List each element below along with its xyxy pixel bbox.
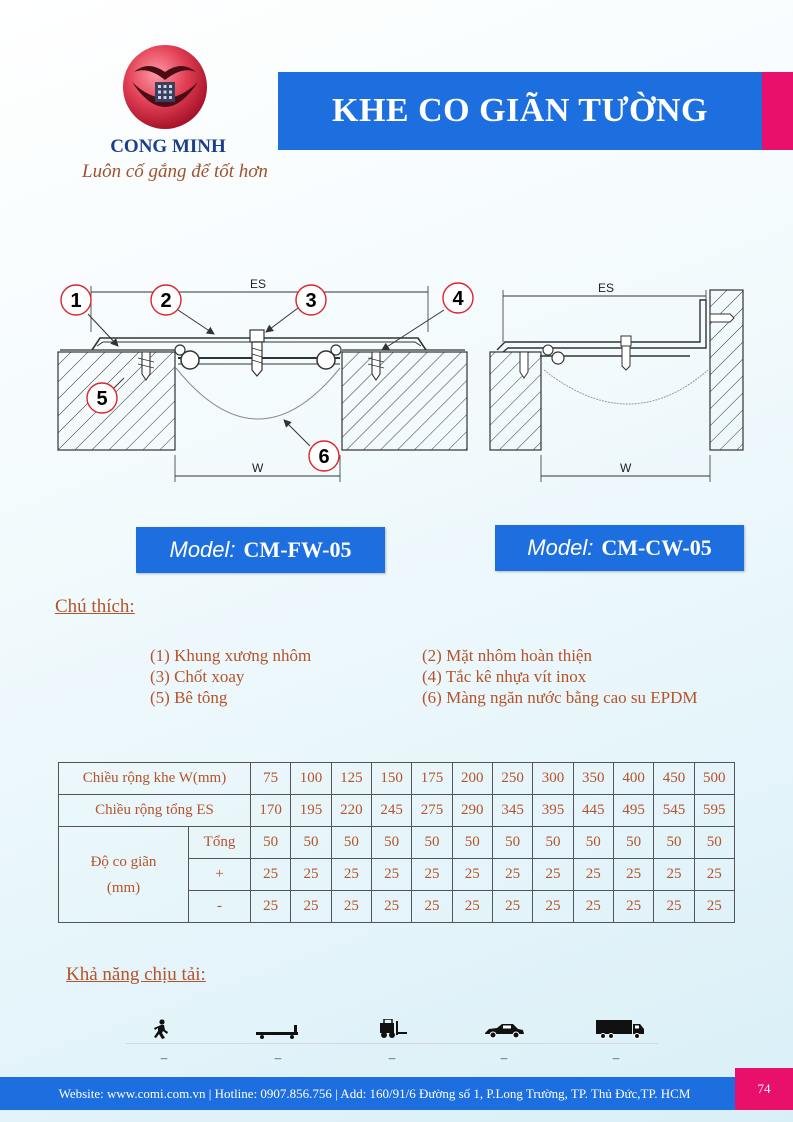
table-cell: 50 bbox=[492, 827, 532, 859]
es-label-left: ES bbox=[250, 277, 267, 291]
brand-slogan: Luôn cố gắng để tốt hơn bbox=[82, 161, 268, 182]
sub-header: - bbox=[189, 891, 251, 923]
legend-item: (3) Chốt xoay bbox=[150, 667, 245, 686]
model-cw-box bbox=[495, 525, 744, 571]
table-cell: 25 bbox=[654, 891, 694, 923]
page-title: KHE CO GIÃN TƯỜNG bbox=[332, 92, 708, 129]
callout-5 bbox=[87, 383, 117, 413]
w-label-right: W bbox=[620, 461, 632, 475]
table-cell: 125 bbox=[331, 763, 371, 795]
svg-text:4: 4 bbox=[452, 288, 464, 310]
table-cell: 275 bbox=[412, 795, 452, 827]
table-cell: 25 bbox=[694, 859, 734, 891]
table-cell: 100 bbox=[291, 763, 331, 795]
svg-text:3: 3 bbox=[305, 290, 317, 312]
movement-label: Độ co giãn bbox=[90, 853, 157, 870]
footer-contact: Website: www.comi.com.vn | Hotline: 0907.856.756 | Add: 160/91/6 Đường số 1, P.Long Trường, TP. Thủ Đức,TP. HCM bbox=[0, 1077, 735, 1110]
table-cell: 25 bbox=[251, 891, 291, 923]
legend-item: (5) Bê tông bbox=[150, 688, 228, 707]
truck-icon bbox=[592, 1015, 648, 1039]
table-cell: 175 bbox=[412, 763, 452, 795]
table-cell: 25 bbox=[613, 859, 653, 891]
car-icon bbox=[480, 1015, 528, 1039]
legend-title: Chú thích: bbox=[55, 596, 135, 617]
row-header: Chiều rộng tổng ES bbox=[59, 795, 251, 827]
movement-unit: (mm) bbox=[106, 879, 141, 896]
table-cell: 25 bbox=[452, 859, 492, 891]
table-cell: 25 bbox=[573, 891, 613, 923]
table-cell: 50 bbox=[291, 827, 331, 859]
table-cell: 200 bbox=[452, 763, 492, 795]
page-number: 74 bbox=[735, 1068, 793, 1110]
table-cell: 25 bbox=[694, 891, 734, 923]
table-cell: 25 bbox=[371, 891, 411, 923]
table-cell: 345 bbox=[492, 795, 532, 827]
table-cell: 395 bbox=[533, 795, 573, 827]
table-cell: 25 bbox=[492, 859, 532, 891]
table-cell: 75 bbox=[251, 763, 291, 795]
load-value: – bbox=[160, 1050, 168, 1065]
movement-header bbox=[59, 827, 189, 923]
table-cell: 25 bbox=[654, 859, 694, 891]
table-cell: 195 bbox=[291, 795, 331, 827]
table-cell: 220 bbox=[331, 795, 371, 827]
sub-header: Tổng bbox=[189, 827, 251, 859]
table-cell: 595 bbox=[694, 795, 734, 827]
model-fw-box bbox=[136, 527, 385, 573]
model-code: CM-FW-05 bbox=[243, 537, 352, 562]
table-cell: 25 bbox=[412, 891, 452, 923]
callout-3 bbox=[296, 285, 326, 315]
diagram-cw bbox=[490, 281, 743, 482]
table-cell: 25 bbox=[613, 891, 653, 923]
table-cell: 170 bbox=[251, 795, 291, 827]
table-cell: 500 bbox=[694, 763, 734, 795]
table-cell: 250 bbox=[492, 763, 532, 795]
legend-item: (2) Mặt nhôm hoàn thiện bbox=[422, 646, 592, 665]
table-cell: 25 bbox=[533, 891, 573, 923]
table-cell: 25 bbox=[331, 859, 371, 891]
svg-text:6: 6 bbox=[318, 446, 330, 468]
load-divider bbox=[126, 1043, 658, 1044]
svg-text:5: 5 bbox=[96, 388, 108, 410]
table-cell: 445 bbox=[573, 795, 613, 827]
es-label-right: ES bbox=[598, 281, 615, 295]
model-code: CM-CW-05 bbox=[601, 535, 712, 560]
table-cell: 25 bbox=[573, 859, 613, 891]
diagram-fw bbox=[58, 277, 473, 482]
company-logo bbox=[120, 42, 210, 132]
table-cell: 25 bbox=[291, 891, 331, 923]
table-row-es bbox=[59, 795, 735, 827]
table-cell: 290 bbox=[452, 795, 492, 827]
table-cell: 25 bbox=[291, 859, 331, 891]
table-cell: 25 bbox=[331, 891, 371, 923]
load-value: – bbox=[500, 1050, 508, 1065]
table-cell: 50 bbox=[613, 827, 653, 859]
load-value: – bbox=[388, 1050, 396, 1065]
callout-6 bbox=[309, 441, 339, 471]
table-cell: 25 bbox=[251, 859, 291, 891]
table-cell: 150 bbox=[371, 763, 411, 795]
table-cell: 50 bbox=[654, 827, 694, 859]
title-accent bbox=[762, 72, 793, 150]
table-row-w bbox=[59, 763, 735, 795]
legend-item: (6) Màng ngăn nước bằng cao su EPDM bbox=[422, 688, 698, 707]
legend-left-column bbox=[150, 645, 311, 708]
svg-text:2: 2 bbox=[160, 290, 172, 312]
table-cell: 50 bbox=[694, 827, 734, 859]
w-label-left: W bbox=[252, 461, 264, 475]
table-cell: 25 bbox=[412, 859, 452, 891]
trolley-icon bbox=[250, 1015, 306, 1039]
svg-text:1: 1 bbox=[70, 290, 82, 312]
table-cell: 50 bbox=[331, 827, 371, 859]
table-cell: 25 bbox=[492, 891, 532, 923]
spec-table bbox=[58, 762, 735, 923]
model-label: Model: bbox=[169, 537, 236, 562]
table-cell: 50 bbox=[251, 827, 291, 859]
table-cell: 495 bbox=[613, 795, 653, 827]
table-cell: 50 bbox=[412, 827, 452, 859]
load-value: – bbox=[274, 1050, 282, 1065]
table-cell: 50 bbox=[452, 827, 492, 859]
legend-item: (4) Tắc kê nhựa vít inox bbox=[422, 667, 587, 686]
model-label: Model: bbox=[527, 535, 594, 560]
technical-drawing bbox=[0, 270, 793, 490]
load-value: – bbox=[612, 1050, 620, 1065]
table-cell: 400 bbox=[613, 763, 653, 795]
legend-item: (1) Khung xương nhôm bbox=[150, 646, 312, 665]
table-cell: 50 bbox=[371, 827, 411, 859]
brand-name: CONG MINH bbox=[110, 136, 226, 157]
table-row-total bbox=[59, 827, 735, 859]
table-cell: 350 bbox=[573, 763, 613, 795]
table-cell: 450 bbox=[654, 763, 694, 795]
table-cell: 25 bbox=[452, 891, 492, 923]
table-cell: 25 bbox=[533, 859, 573, 891]
table-cell: 50 bbox=[533, 827, 573, 859]
pedestrian-icon bbox=[146, 1015, 176, 1039]
load-capacity-title: Khả năng chịu tải: bbox=[66, 964, 206, 985]
sub-header: + bbox=[189, 859, 251, 891]
table-cell: 300 bbox=[533, 763, 573, 795]
table-cell: 50 bbox=[573, 827, 613, 859]
table-cell: 545 bbox=[654, 795, 694, 827]
table-cell: 245 bbox=[371, 795, 411, 827]
legend-right-column bbox=[422, 645, 698, 708]
row-header: Chiều rộng khe W(mm) bbox=[59, 763, 251, 795]
callout-2 bbox=[151, 285, 181, 315]
table-cell: 25 bbox=[371, 859, 411, 891]
callout-4 bbox=[443, 283, 473, 313]
callout-1 bbox=[61, 285, 91, 315]
forklift-icon bbox=[372, 1015, 412, 1039]
